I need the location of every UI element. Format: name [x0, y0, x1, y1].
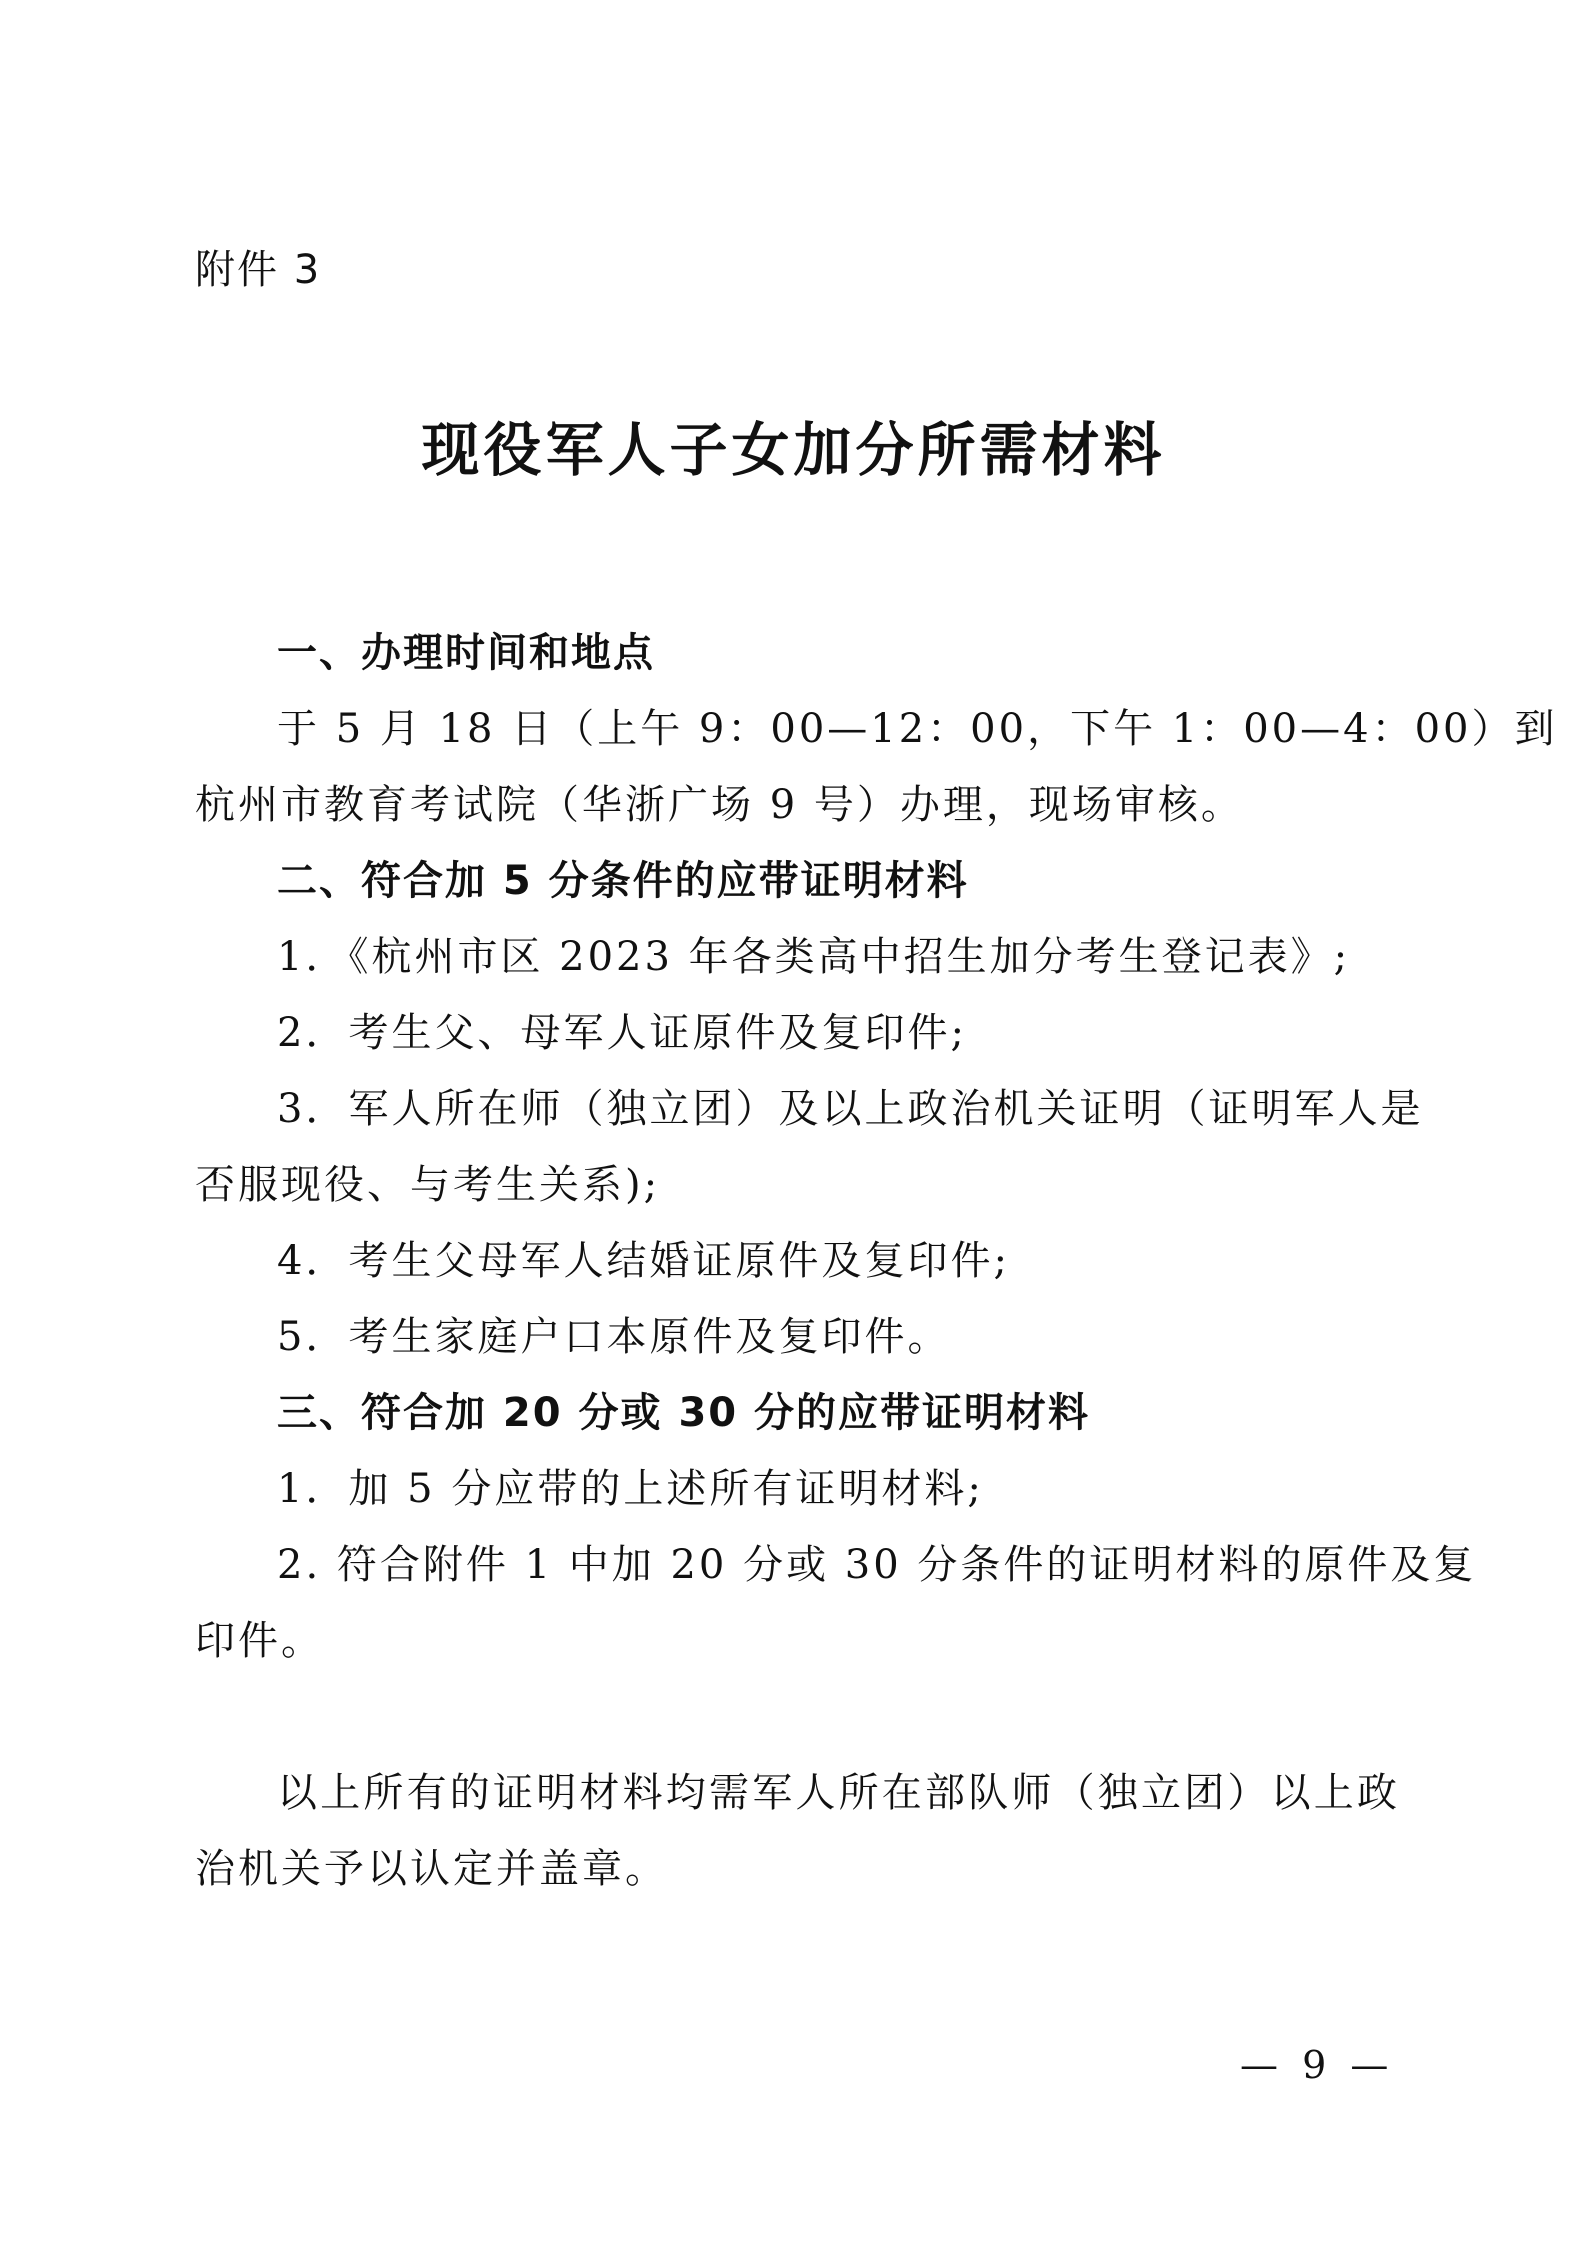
section-2-item: 5．考生家庭户口本原件及复印件。: [277, 1314, 951, 1360]
attachment-label: 附件 3: [195, 247, 322, 293]
note-paragraph-line: 以上所有的证明材料均需军人所在部队师（独立团）以上政: [277, 1770, 1400, 1816]
section-2-item: 2．考生父、母军人证原件及复印件;: [277, 1010, 967, 1056]
paragraph-gap: [195, 1679, 1400, 1755]
section-1-paragraph-line: 杭州市教育考试院（华浙广场 9 号）办理，现场审核。: [195, 782, 1244, 828]
section-2-item: 4．考生父母军人结婚证原件及复印件;: [277, 1238, 1010, 1284]
document-title: 现役军人子女加分所需材料: [421, 416, 1166, 484]
document-body: [195, 615, 1558, 1907]
section-3-item: 2. 符合附件 1 中加 20 分或 30 分条件的证明材料的原件及复: [277, 1542, 1477, 1588]
section-2-item-continuation: 否服现役、与考生关系);: [195, 1162, 661, 1208]
section-3-heading: 三、符合加 20 分或 30 分的应带证明材料: [277, 1390, 1091, 1436]
page-number: — 9 —: [1240, 2043, 1395, 2087]
note-paragraph-line: 治机关予以认定并盖章。: [195, 1846, 668, 1892]
section-3-item-continuation: 印件。: [195, 1618, 324, 1664]
section-2-item: 3．军人所在师（独立团）及以上政治机关证明（证明军人是: [277, 1086, 1424, 1132]
section-1-paragraph-line: 于 5 月 18 日（上午 9：00—12：00，下午 1：00—4：00）到: [277, 706, 1558, 752]
section-3-item: 1．加 5 分应带的上述所有证明材料;: [277, 1466, 984, 1512]
section-2-item: 1．《杭州市区 2023 年各类高中招生加分考生登记表》;: [277, 934, 1351, 980]
section-2-heading: 二、符合加 5 分条件的应带证明材料: [277, 858, 969, 904]
section-1-heading: 一、办理时间和地点: [277, 630, 655, 676]
